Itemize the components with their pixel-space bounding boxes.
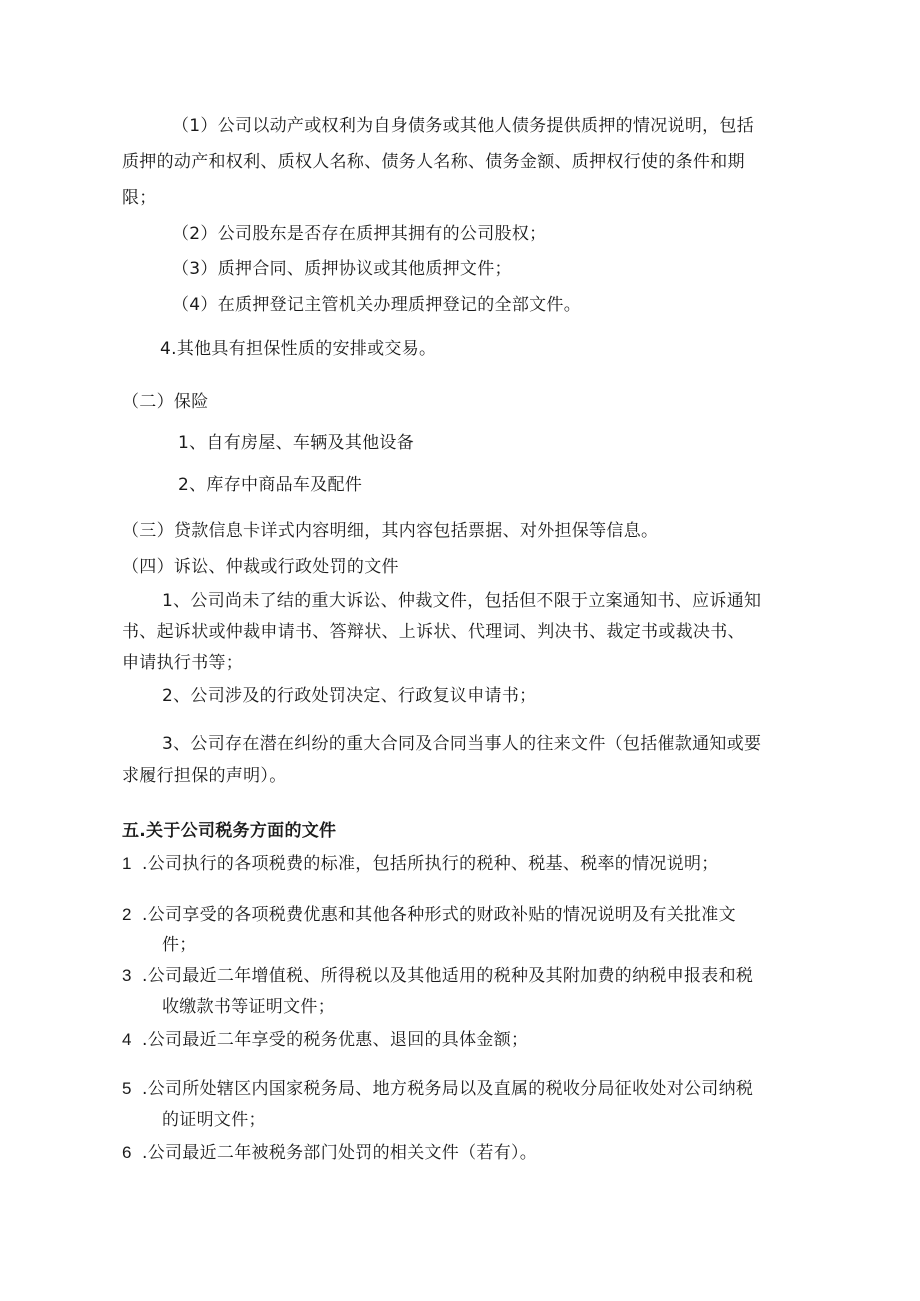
insurance-heading: （二）保险 [122, 392, 209, 412]
tax-item-text: .公司所处辖区内国家税务局、地方税务局以及直属的税收分局征收处对公司纳税 [142, 1079, 754, 1099]
pledge-item-1-line-3: 限； [122, 188, 157, 208]
tax-item-4 [122, 1029, 528, 1051]
litigation-item-1-line-1: 1、公司尚未了结的重大诉讼、仲裁文件，包括但不限于立案通知书、应诉通知 [162, 591, 762, 611]
loan-card-item: （三）贷款信息卡详式内容明细，其内容包括票据、对外担保等信息。 [122, 521, 659, 541]
tax-item-3-line-1 [122, 965, 753, 987]
litigation-item-1-line-2: 书、起诉状或仲裁申请书、答辩状、上诉状、代理词、判决书、裁定书或裁决书、 [122, 622, 745, 642]
tax-item-number: 6 [122, 1143, 132, 1162]
tax-item-text: .公司最近二年享受的税务优惠、退回的具体金额； [142, 1030, 529, 1050]
litigation-heading: （四）诉讼、仲裁或行政处罚的文件 [122, 557, 399, 577]
pledge-item-1-line-1: （1）公司以动产或权利为自身债务或其他人债务提供质押的情况说明，包括 [172, 116, 755, 136]
other-guarantee-item: 4.其他具有担保性质的安排或交易。 [160, 339, 437, 359]
pledge-item-1-line-2: 质押的动产和权利、质权人名称、债务人名称、债务金额、质押权行使的条件和期 [122, 152, 745, 172]
litigation-item-3-line-1: 3、公司存在潜在纠纷的重大合同及合同当事人的往来文件（包括催款通知或要 [162, 734, 762, 754]
pledge-item-3: （3）质押合同、质押协议或其他质押文件； [172, 259, 512, 279]
pledge-item-2: （2）公司股东是否存在质押其拥有的公司股权； [172, 224, 547, 244]
pledge-item-4: （4）在质押登记主管机关办理质押登记的全部文件。 [172, 295, 582, 315]
litigation-item-2: 2、公司涉及的行政处罚决定、行政复议申请书； [162, 686, 537, 706]
tax-section-heading: 五.关于公司税务方面的文件 [122, 821, 337, 841]
tax-item-number: 1 [122, 854, 132, 873]
tax-item-number: 2 [122, 905, 132, 924]
tax-item-number: 4 [122, 1030, 132, 1049]
insurance-item-2: 2、库存中商品车及配件 [178, 475, 363, 495]
tax-item-3-line-2: 收缴款书等证明文件； [162, 997, 335, 1017]
tax-item-number: 3 [122, 966, 132, 985]
tax-item-5-line-2: 的证明文件； [162, 1110, 266, 1130]
tax-item-text: .公司执行的各项税费的标准，包括所执行的税种、税基、税率的情况说明； [142, 854, 719, 874]
tax-item-number: 5 [122, 1079, 132, 1098]
litigation-item-3-line-2: 求履行担保的声明）。 [122, 766, 287, 786]
tax-item-text: .公司最近二年被税务部门处罚的相关文件（若有）。 [142, 1143, 538, 1163]
tax-item-2-line-2: 件； [162, 935, 197, 955]
tax-item-text: .公司最近二年增值税、所得税以及其他适用的税种及其附加费的纳税申报表和税 [142, 966, 754, 986]
tax-item-text: .公司享受的各项税费优惠和其他各种形式的财政补贴的情况说明及有关批准文 [142, 905, 736, 925]
insurance-item-1: 1、自有房屋、车辆及其他设备 [178, 433, 415, 453]
tax-item-2-line-1 [122, 904, 736, 926]
tax-item-5-line-1 [122, 1078, 753, 1100]
tax-item-1 [122, 853, 719, 875]
litigation-item-1-line-3: 申请执行书等； [122, 653, 244, 673]
tax-item-6 [122, 1142, 537, 1164]
